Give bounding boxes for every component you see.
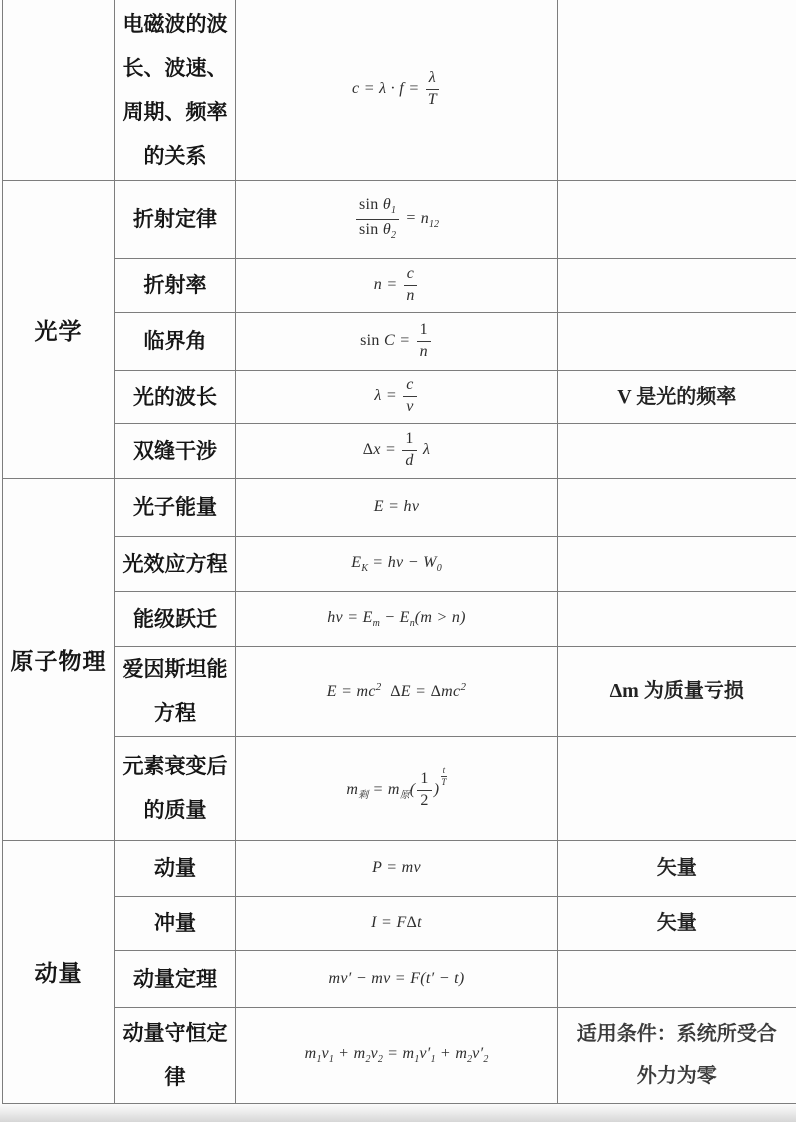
formula-token: $m_1$	[402, 1045, 420, 1065]
formula-token: n	[419, 342, 428, 360]
formula-token: mc	[441, 683, 461, 700]
name-cell: 动量	[115, 840, 236, 896]
formula-table	[2, 0, 796, 1104]
formula-cell	[236, 736, 558, 840]
formula-token: $v_2$	[370, 1045, 383, 1065]
name-cell: 双缝干涉	[115, 423, 236, 478]
table-row	[3, 591, 796, 646]
name-cell: 动量定理	[115, 950, 236, 1007]
note-cell	[558, 591, 796, 646]
formula-token: $W_0$	[423, 553, 442, 574]
name-cell: 光的波长	[115, 370, 236, 423]
name-cell: 折射率	[115, 258, 236, 312]
name-cell: 光子能量	[115, 478, 236, 536]
formula-token: t	[417, 914, 422, 931]
note-cell: Δm 为质量亏损	[558, 646, 796, 736]
formula-token: Δ	[381, 683, 401, 700]
formula-token	[417, 771, 431, 810]
formula-token: λ	[418, 441, 431, 459]
table-row	[3, 258, 796, 312]
formula-token: d	[405, 452, 414, 469]
formula-token: (m > n)	[414, 608, 466, 626]
formula-token: 1	[420, 770, 429, 788]
formula-cell	[236, 478, 558, 536]
formula-cell	[236, 950, 558, 1007]
formula-token: =	[382, 1045, 403, 1062]
table-row	[3, 1007, 796, 1103]
table-row	[3, 478, 796, 536]
formula-token: v	[406, 398, 414, 415]
name-cell: 临界角	[115, 312, 236, 370]
formula-token: =	[401, 209, 421, 227]
formula-token: C =	[383, 331, 415, 349]
name-cell: 元素衰变后的质量	[115, 736, 236, 840]
formula-token: +	[435, 1045, 456, 1062]
formula-token: hv =	[327, 608, 363, 626]
note-cell: 适用条件：系统所受合外力为零	[558, 1007, 796, 1103]
formula-token: = hv −	[368, 553, 424, 571]
formula-token: λ =	[374, 387, 402, 405]
note-cell	[558, 736, 796, 840]
formula-token: E = mc	[326, 683, 376, 700]
formula-cell	[236, 646, 558, 736]
formula-token	[426, 70, 439, 109]
formula-token: $E_m$	[362, 608, 380, 629]
formula-token: n =	[373, 275, 402, 293]
table-row	[3, 896, 796, 950]
formula-token: $m_剩$	[346, 781, 369, 802]
formula-cell	[236, 180, 558, 258]
category-cell	[3, 0, 115, 180]
formula-cell	[236, 1007, 558, 1103]
formula-token: Δ	[362, 441, 374, 459]
formula-token: $m_1$	[304, 1045, 322, 1065]
formula-token: sin	[358, 196, 383, 213]
formula-token: $v'_1$	[419, 1045, 436, 1065]
note-cell	[558, 258, 796, 312]
formula-token	[403, 377, 416, 416]
formula-token: $\frac{t}{T}$	[441, 765, 447, 788]
formula-token: −	[379, 608, 400, 626]
formula-token: c = λ · f =	[352, 80, 424, 98]
table-row	[3, 646, 796, 736]
formula-token: $n_{12}$	[420, 209, 440, 230]
note-cell	[558, 423, 796, 478]
note-cell	[558, 180, 796, 258]
formula-cell	[236, 896, 558, 950]
photo-bottom-edge	[0, 1104, 796, 1122]
formula-cell	[236, 840, 558, 896]
formula-token: =	[368, 781, 388, 799]
formula-token: P = mv	[372, 859, 421, 876]
formula-token: )	[433, 781, 440, 799]
formula-token: 2	[420, 792, 429, 810]
formula-token: E = hv	[373, 498, 420, 515]
formula-token: $m_原$	[387, 781, 410, 802]
name-cell: 光效应方程	[115, 536, 236, 591]
category-cell: 原子物理	[3, 478, 115, 840]
formula-token: $v_1$	[321, 1045, 334, 1065]
formula-token: $\theta_2$	[382, 220, 397, 241]
formula-cell	[236, 536, 558, 591]
formula-token: $E_n$	[399, 608, 415, 629]
note-cell	[558, 0, 796, 180]
category-cell: 光学	[3, 180, 115, 478]
name-cell: 冲量	[115, 896, 236, 950]
name-cell: 爱因斯坦能方程	[115, 646, 236, 736]
formula-cell	[236, 370, 558, 423]
formula-cell	[236, 0, 558, 180]
name-cell: 能级跃迁	[115, 591, 236, 646]
formula-token: $m_2$	[455, 1045, 473, 1065]
formula-token: n	[406, 286, 415, 304]
formula-token: $v'_2$	[472, 1045, 489, 1065]
table-row	[3, 840, 796, 896]
formula-token: T	[427, 91, 437, 109]
formula-token: $m_2$	[353, 1045, 371, 1065]
formula-token: mv′ − mv = F(t′ − t)	[328, 969, 465, 987]
formula-token	[402, 431, 416, 470]
table-row	[3, 950, 796, 1007]
table-row	[3, 312, 796, 370]
formula-token: $\theta_1$	[382, 196, 397, 216]
formula-token: 1	[405, 430, 414, 448]
note-cell	[558, 950, 796, 1007]
formula-token: c	[406, 264, 415, 282]
formula-cell	[236, 312, 558, 370]
table-row	[3, 536, 796, 591]
table-row	[3, 736, 796, 840]
note-cell	[558, 536, 796, 591]
note-cell	[558, 312, 796, 370]
formula-token: Δ	[430, 683, 442, 700]
table-row	[3, 0, 796, 180]
formula-token: (	[409, 781, 416, 799]
name-cell: 折射定律	[115, 180, 236, 258]
formula-token: c	[406, 376, 414, 394]
formula-token	[417, 322, 431, 361]
formula-token: +	[333, 1045, 354, 1062]
formula-token: sin	[360, 331, 384, 349]
name-cell: 电磁波的波长、波速、周期、频率的关系	[115, 0, 236, 180]
table-row	[3, 370, 796, 423]
note-cell: 矢量	[558, 896, 796, 950]
table-row	[3, 180, 796, 258]
formula-token: sin	[358, 220, 383, 238]
formula-token	[356, 197, 399, 241]
formula-token: I = F	[371, 914, 407, 931]
category-cell: 动量	[3, 840, 115, 1103]
formula-token: Δ	[406, 914, 418, 931]
formula-token: $E_K$	[351, 553, 368, 574]
formula-token: 2	[460, 681, 467, 693]
note-cell: 矢量	[558, 840, 796, 896]
formula-token	[404, 266, 417, 305]
table-row	[3, 423, 796, 478]
formula-cell	[236, 591, 558, 646]
formula-token: λ	[428, 69, 436, 87]
formula-token: E =	[400, 683, 431, 700]
formula-token: 1	[419, 320, 428, 338]
note-cell: V 是光的频率	[558, 370, 796, 423]
formula-token: x =	[373, 441, 401, 459]
note-cell	[558, 478, 796, 536]
formula-cell	[236, 423, 558, 478]
formula-cell	[236, 258, 558, 312]
name-cell: 动量守恒定律	[115, 1007, 236, 1103]
formula-token: 2	[375, 681, 382, 693]
